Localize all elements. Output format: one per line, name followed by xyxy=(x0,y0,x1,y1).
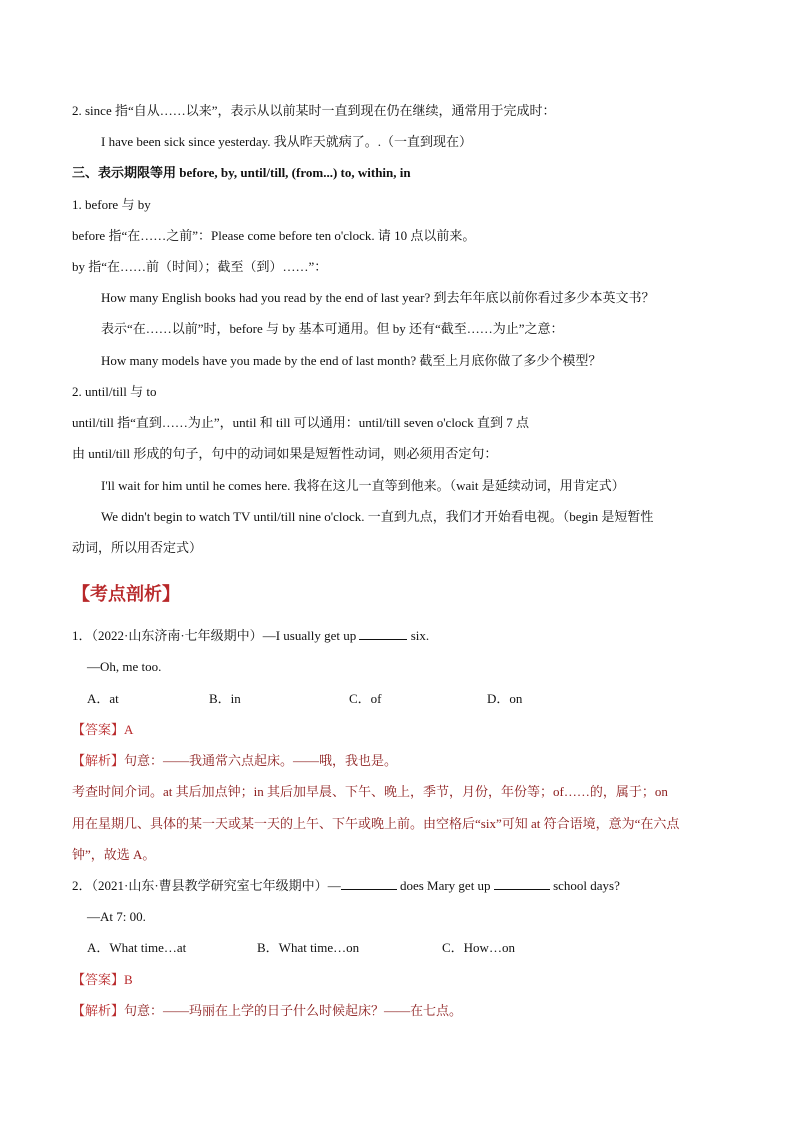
question-text-after: six. xyxy=(407,628,430,643)
until-heading: 2. until/till 与 to xyxy=(72,384,157,399)
question-source: （2022·山东济南·七年级期中） xyxy=(91,628,263,643)
until-example-1: I'll wait for him until he comes here. 我将在这儿一直等到他来。（wait 是延续动词，用肯定式） xyxy=(101,478,625,493)
until-rule: 由 until/till 形成的句子，句中的动词如果是短暂性动词，则必须用否定句： xyxy=(72,446,498,461)
before-definition: before 指“在……之前”：Please come before ten o'clock. 请 10 点以前来。 xyxy=(72,228,476,243)
answer-label: 【答案】 xyxy=(72,722,125,737)
option-a[interactable]: A．at xyxy=(87,691,119,706)
option-d[interactable]: D．on xyxy=(487,691,523,706)
answer-line xyxy=(72,971,133,989)
option-a[interactable]: A．What time…at xyxy=(87,940,187,955)
by-example-1: How many English books had you read by the end of last year? 到去年年底以前你看过多少本英文书？ xyxy=(101,290,655,305)
answer-blank[interactable] xyxy=(359,627,407,640)
question-number: 2． xyxy=(72,878,92,893)
analysis-text: 句意：——玛丽在上学的日子什么时候起床？——在七点。 xyxy=(124,1003,463,1018)
answer-value: A xyxy=(124,722,134,737)
by-note: 表示“在……以前”时，before 与 by 基本可通用。但 by 还有“截至……为止”之意： xyxy=(101,321,564,336)
until-definition: until/till 指“直到……为止”，until 和 till 可以通用：until/till seven o'clock 直到 7 点 xyxy=(72,415,529,430)
question-1-stem xyxy=(72,627,429,645)
analysis-label: 【解析】 xyxy=(72,1003,125,1018)
question-text: —I usually get up xyxy=(262,628,357,643)
analysis-line-1 xyxy=(72,752,397,770)
answer-blank-2[interactable] xyxy=(494,877,550,890)
question-2-reply: —At 7: 00. xyxy=(87,909,146,924)
option-b[interactable]: B．What time…on xyxy=(257,940,360,955)
analysis-line-2: 考查时间介词。at 其后加点钟；in 其后加早晨、下午、晚上，季节，月份，年份等；of……的，属于；on xyxy=(72,784,668,799)
by-example-2: How many models have you made by the end of last month? 截至上月底你做了多少个模型？ xyxy=(101,353,602,368)
option-c[interactable]: C．of xyxy=(349,691,382,706)
option-b[interactable]: B．in xyxy=(209,691,241,706)
question-text-middle: does Mary get up xyxy=(396,878,494,893)
answer-value: B xyxy=(124,972,133,987)
question-text: — xyxy=(327,878,341,893)
analysis-label: 【解析】 xyxy=(72,753,125,768)
analysis-line-4: 钟”，故选 A。 xyxy=(72,847,156,862)
section-three-title: 三、表示期限等用 before, by, until/till, (from...) to, within, in xyxy=(72,165,411,180)
answer-line xyxy=(72,721,133,739)
analysis-text: 句意：——我通常六点起床。——哦，我也是。 xyxy=(124,753,398,768)
question-2-stem xyxy=(72,877,620,895)
analysis-line-3: 用在星期几、具体的某一天或某一天的上午、下午或晚上前。由空格后“six”可知 at 符合语境，意为“在六点 xyxy=(72,816,680,831)
by-definition: by 指“在……前（时间）；截至（到）……”： xyxy=(72,259,328,274)
question-1-reply: —Oh, me too. xyxy=(87,659,162,674)
since-example: I have been sick since yesterday. 我从昨天就病了。.（一直到现在） xyxy=(101,134,473,149)
section-title: 【考点剖析】 xyxy=(72,584,180,605)
option-c[interactable]: C．How…on xyxy=(442,940,515,955)
answer-label: 【答案】 xyxy=(72,972,125,987)
answer-blank-1[interactable] xyxy=(341,877,397,890)
analysis-line-1 xyxy=(72,1002,462,1020)
since-heading: 2. since 指“自从……以来”，表示从以前某时一直到现在仍在继续，通常用于完成时： xyxy=(72,103,556,118)
before-by-heading: 1. before 与 by xyxy=(72,197,151,212)
question-source: （2021·山东·曹县教学研究室七年级期中） xyxy=(91,878,328,893)
until-example-2-line-1: We didn't begin to watch TV until/till nine o'clock. 一直到九点，我们才开始看电视。（begin 是短暂性 xyxy=(101,509,654,524)
until-example-2-line-2: 动词，所以用否定式） xyxy=(72,540,203,555)
question-text-after: school days? xyxy=(549,878,620,893)
question-number: 1． xyxy=(72,628,92,643)
